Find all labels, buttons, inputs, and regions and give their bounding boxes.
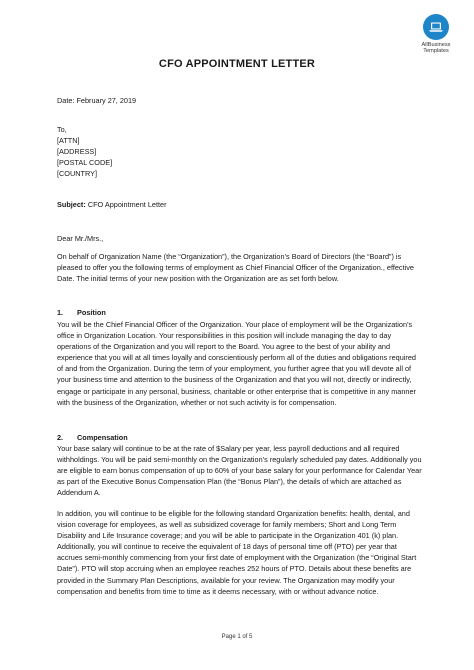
section-body-compensation-2 [57, 508, 422, 597]
subject-label: Subject: [57, 200, 86, 209]
page-number: Page 1 of 5 [221, 634, 253, 640]
document-title: CFO APPOINTMENT LETTER [158, 58, 316, 70]
intro-paragraph [57, 251, 422, 284]
section-paragraph: You will be the Chief Financial Officer of the Organization. Your place of employment will be the Organization’s office in Organization Location. Your responsibilities in this position will include managing the day to day operations of the Organization and you will report to the Board. You agree to the best of your ability and experience that you will at all times loyally and conscientiously perform all of the duties and obligations required of and from the Organization. During the term of your employment, you further agree that you will devote all of your business time and attention to the business of the Organization and that you will not, directly or indirectly, engage or participate in any personal, business, charitable or other enterprise that is competitive in any manner with the business of the Organization, whether or not such activity is for compensation. [57, 320, 416, 407]
recipient-address [57, 124, 422, 179]
section-body-compensation [57, 443, 422, 498]
address-line: [COUNTRY] [57, 169, 98, 179]
brand-logo [412, 14, 460, 55]
subject-line [57, 199, 422, 210]
address-line: [ADDRESS] [57, 147, 97, 157]
address-line: To, [57, 125, 67, 134]
section-title: Position [77, 308, 106, 317]
subject-text: CFO Appointment Letter [85, 200, 167, 209]
address-line: [ATTN] [57, 136, 80, 146]
brand-line-2: Templates [423, 48, 449, 55]
section-body-position [57, 319, 422, 408]
section-title: Compensation [77, 433, 128, 442]
laptop-icon [423, 14, 449, 40]
date-line: Date: February 27, 2019 [57, 96, 137, 105]
salutation: Dear Mr./Mrs., [57, 234, 104, 243]
brand-name [412, 42, 460, 55]
section-paragraph: In addition, you will continue to be eligible for the following standard Organization benefits: health, dental, and vision coverage for employees, as well as subsidized coverage for family members; Short and Long Term Disability and Life Insurance coverage; and you will be able to participate in the Organization 401 (k) plan. Additionally, you will continue to receive the equivalent of 18 days of personal time off (PTO) per year that accrues semi-monthly commencing from your first date of employment with the Organization (the “Original Start Date”). PTO will stop accruing when an employee reaches 252 hours of PTO. Details about these benefits are provided in the Summary Plan Descriptions, available for your review. The Organization may modify your compensation and benefits from time to time as it deems necessary, with or without advance notice. [57, 509, 417, 596]
section-heading-compensation [57, 432, 128, 443]
intro-text: On behalf of Organization Name (the “Organization”), the Organization’s Board of Directors (the “Board”) is pleased to offer you the following terms of employment as Chief Financial Officer of the Organization., effective Date. The initial terms of your new position with the Organization are as set forth below. [57, 252, 414, 284]
address-line: [POSTAL CODE] [57, 158, 113, 168]
section-heading-position [57, 307, 106, 318]
brand-line-1: AllBusiness [421, 42, 451, 48]
section-number: 1. [57, 308, 64, 317]
section-number: 2. [57, 433, 64, 442]
section-paragraph: Your base salary will continue to be at the rate of $Salary per year, less payroll deductions and all required withholdings. You will be paid semi-monthly on the Organization’s regularly scheduled pay dates. Additionally you are eligible to earn bonus compensation of up to 60% of your base salary for your performance for Calendar Year as part of the Executive Bonus Compensation Plan (the “Bonus Plan”), the details of which are attached as Addendum A. [57, 444, 422, 498]
